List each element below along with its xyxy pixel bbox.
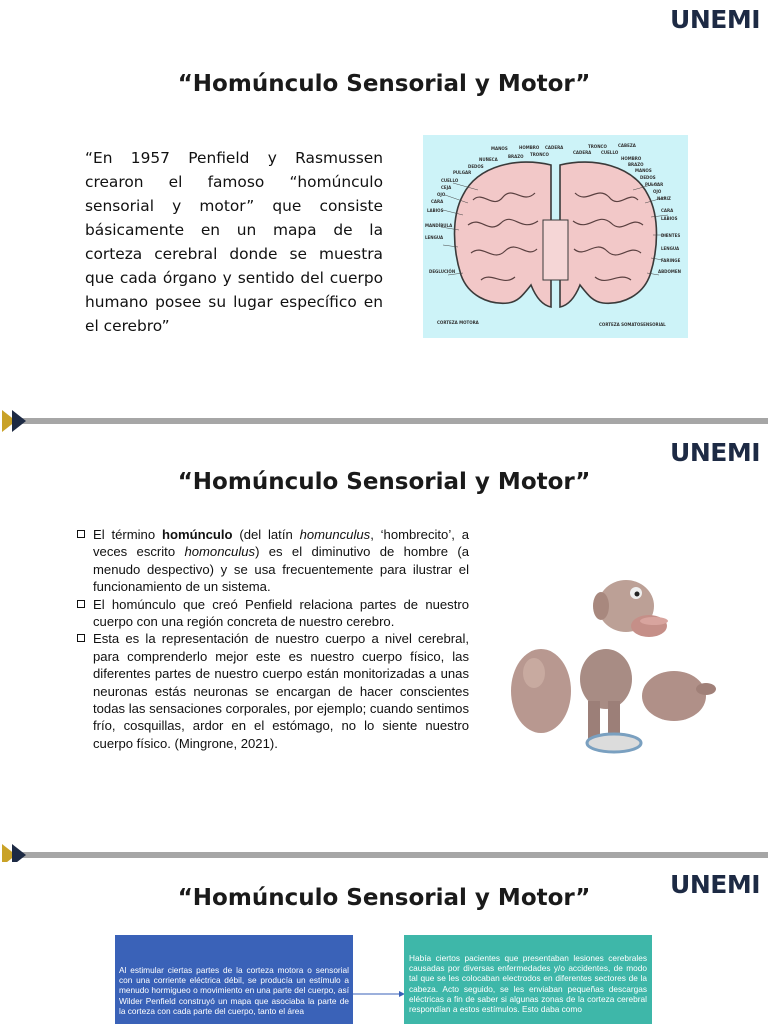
unemi-logo: UNEMI [670,438,760,467]
bullet-item: Esta es la representación de nuestro cuerpo a nivel cerebral, para comprenderlo mejor este es nuestro cuerpo físico, las diferentes partes de nuestro cuerpo están monitorizadas a unas neuronas estás neuronas se encargan de hacer conscientes todas las sensaciones corporales, por ejemplo; cuando sentimos frío, cosquillas, ardor en el estómago, no lo siente nuestro cuerpo físico. (Mingrone, 2021). [76,630,469,752]
label-cadera-right: CADERA [573,150,592,155]
penfield-quote: “En 1957 Penfield y Rasmussen crearon el famoso “homúnculo sensorial y motor” que consiste básicamente en un mapa de la corteza cerebral donde se muestra que cada órgano y sentido del cuerpo humano posee su lugar específico en el cerebro” [85,149,383,335]
label-brazo: BRAZO [508,154,524,159]
left-hemisphere [455,162,552,307]
label-manos-right: MANOS [635,168,652,173]
brain-homunculus-diagram [423,135,688,338]
label-cuello-left: CUELLO [441,178,459,183]
checkbox-bullet-icon [77,530,85,538]
label-ojo-right: OJO [653,189,662,194]
unemi-logo: UNEMI [670,5,760,34]
arrow-connector-icon [353,989,405,999]
bullet-item: El término homúnculo (del latín homunculus, ‘hombrecito’, a veces escrito homonculus) es el diminutivo de hombre (a menudo despectivo) y se usa frecuentemente para ilustrar el funcionamiento de un sistema. [76,526,469,596]
checkbox-bullet-icon [77,634,85,642]
label-cabeza: CABEZA [618,143,636,148]
label-cadera: CADERA [545,145,564,150]
label-lengua-right: LENGUA [661,246,680,251]
label-mandibula: MANDÍBULA [425,223,453,228]
slide-1-title: “Homúnculo Sensorial y Motor” [177,71,591,97]
label-hombro: HOMBRO [519,145,540,150]
homunculus-figure [506,561,716,761]
label-hombro-right: HOMBRO [621,156,642,161]
label-deglucion: DEGLUCIÓN [429,269,456,274]
label-dedos-left: DEDOS [468,164,484,169]
label-dedos-right: DEDOS [640,175,656,180]
label-ojo-left: OJO [437,192,446,197]
stimulation-text-box: Al estimular ciertas partes de la corteza motora o sensorial con una corriente eléctrica débil, se producía un estímulo a menudo hormigueo o movimiento en una parte del cuerpo, así Wilder Penfield construyó un mapa que asociaba la parte de la corteza con cada parte del cuerpo, tanto el área [115,935,353,1024]
label-pulgar-left: PULGAR [453,170,472,175]
label-cuello-right: CUELLO [601,150,619,155]
corpus-callosum [543,220,568,280]
label-ceja: CEJA [441,185,452,190]
bullet-list [76,526,469,752]
label-lengua-left: LENGUA [425,235,444,240]
slide-1 [0,0,768,410]
patients-text-box: Había ciertos pacientes que presentaban lesiones cerebrales causadas por diversas enfermedades y/o accidentes, de modo tal que se les colocaban electrodos en diferentes sectores de la cabeza. Acto seguido, se les enviaban pequeñas descargas eléctricas a fin de saber si algunas zonas de la corteza cerebral respondían a estos estímulos. Esto daba como [404,935,652,1024]
label-dientes: DIENTES [661,233,681,238]
checkbox-bullet-icon [77,600,85,608]
label-cara-left: CARA [431,199,444,204]
slide-3 [0,862,768,1024]
unemi-logo: UNEMI [670,870,760,899]
label-labios-left: LABIOS [427,208,444,213]
label-nuneca: NUÑECA [479,157,498,162]
slide-2-title: “Homúnculo Sensorial y Motor” [177,469,591,495]
label-cara-right: CARA [661,208,674,213]
label-nariz: NARIZ [657,196,671,201]
label-faringe: FARINGE [661,258,681,263]
slide-3-title: “Homúnculo Sensorial y Motor” [177,885,591,911]
label-corteza-motora: CORTEZA MOTORA [437,320,479,325]
label-corteza-somatosensorial: CORTEZA SOMATOSENSORIAL [599,322,666,327]
label-labios-right: LABIOS [661,216,678,221]
bullet-item: El homúnculo que creó Penfield relaciona partes de nuestro cuerpo con una región concreta de nuestro cerebro. [76,596,469,631]
brain-illustration [423,135,688,338]
label-tronco-left: TRONCO [530,152,549,157]
slide-divider [0,408,768,434]
label-manos: MANOS [491,146,508,151]
label-tronco-right: TRONCO [588,144,607,149]
label-abdomen: ABDOMEN [658,269,681,274]
right-hemisphere [560,162,657,307]
label-brazo-right: BRAZO [628,162,644,167]
label-pulgar-right: PULGAR [645,182,664,187]
slide-2 [0,436,768,836]
